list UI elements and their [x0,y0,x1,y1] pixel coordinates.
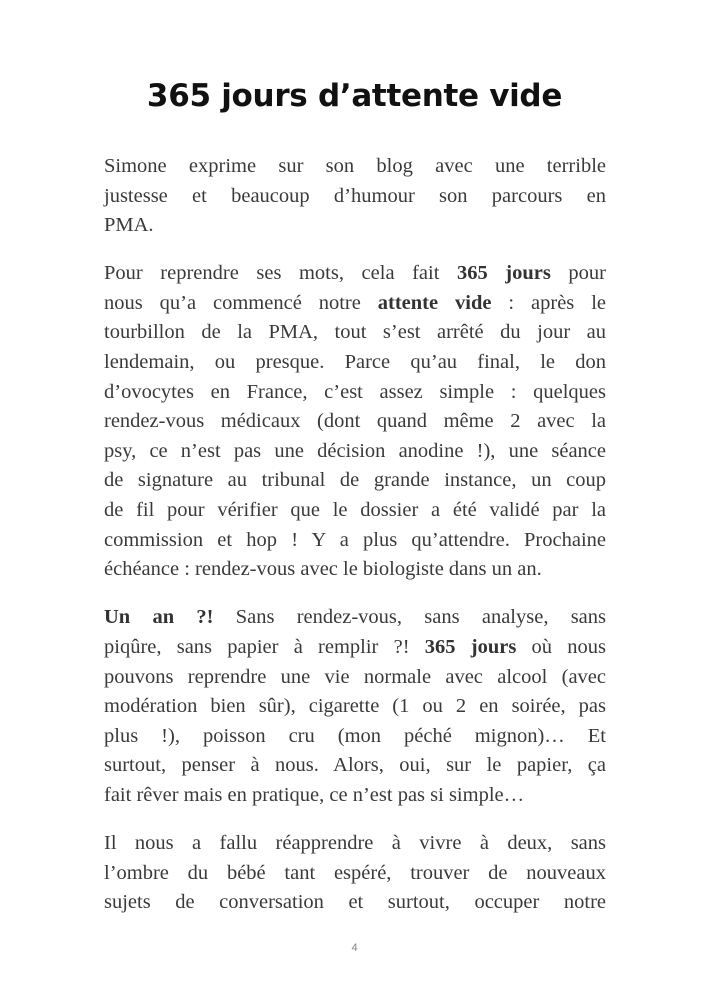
bold-text: Un an ?! [104,606,214,629]
text-line [104,496,606,526]
text-line [104,663,606,693]
text-segment: modération bien sûr), cigarette (1 ou 2 en soirée, pas [104,695,606,718]
text-line [104,289,606,319]
paragraph [104,259,606,585]
text-segment: psy, ce n’est pas une décision anodine !), une séance [104,439,606,462]
text-line [104,378,606,408]
text-segment: Il nous a fallu réapprendre à vivre à deux, sans [104,831,606,854]
text-segment: de signature au tribunal de grande instance, un coup [104,469,606,492]
text-segment: Pour reprendre ses mots, cela fait [104,262,457,285]
text-segment: pouvons reprendre une vie normale avec alcool (avec [104,665,606,688]
bold-text: 365 jours [456,262,551,285]
paragraph [104,152,606,241]
text-segment: plus !), poisson cru (mon péché mignon)… Et [104,724,606,747]
text-segment: où nous [516,635,606,658]
text-segment: de fil pour vérifier que le dossier a été validé par la [104,499,606,522]
text-segment: pour [550,262,606,285]
bold-text: 365 jours [424,635,517,658]
text-segment: justesse et beaucoup d’humour son parcours en [104,184,606,207]
page-title: 365 jours d’attente vide [146,78,563,114]
text-segment: surtout, penser à nous. Alors, oui, sur le papier, ça [104,754,606,777]
text-line [104,633,606,663]
paragraph [104,829,606,918]
text-segment: échéance : rendez-vous avec le biologiste dans un an. [104,558,542,581]
text-line [104,182,606,212]
text-line [104,407,606,437]
text-line [104,888,606,918]
text-segment: rendez-vous médicaux (dont quand même 2 avec la [104,410,606,433]
text-segment: nous qu’a commencé notre [104,291,378,314]
text-line [104,555,606,585]
text-line [104,526,606,556]
text-line [104,603,606,633]
text-line [104,722,606,752]
text-line [104,466,606,496]
text-segment: lendemain, ou presque. Parce qu’au final, le don [104,351,606,374]
bold-text: attente vide [377,291,492,314]
text-segment: commission et hop ! Y a plus qu’attendre. Prochaine [104,528,606,551]
text-segment: Simone exprime sur son blog avec une terrible [104,155,606,177]
text-segment: fait rêver mais en pratique, ce n’est pas si simple… [104,783,525,806]
text-line [104,348,606,378]
text-line [104,859,606,889]
text-line [104,437,606,467]
text-segment: d’ovocytes en France, c’est assez simple : quelques [104,380,606,403]
text-line [104,318,606,348]
text-segment: tourbillon de la PMA, tout s’est arrêté du jour au [104,321,606,344]
paragraph [104,603,606,810]
text-segment: PMA. [104,214,154,237]
text-line [104,259,606,289]
text-line [104,751,606,781]
text-segment: sujets de conversation et surtout, occuper notre [104,891,606,914]
text-line [104,692,606,722]
text-line [104,781,606,811]
text-segment: : après le [491,291,606,314]
text-segment: piqûre, sans papier à remplir ?! [104,635,425,658]
text-segment: l’ombre du bébé tant espéré, trouver de nouveaux [104,861,606,884]
text-line [104,211,606,241]
page-number: 4 [351,942,358,954]
text-segment: Sans rendez-vous, sans analyse, sans [213,606,607,629]
text-line [104,829,606,859]
text-line [104,152,606,182]
document-body [104,152,606,936]
